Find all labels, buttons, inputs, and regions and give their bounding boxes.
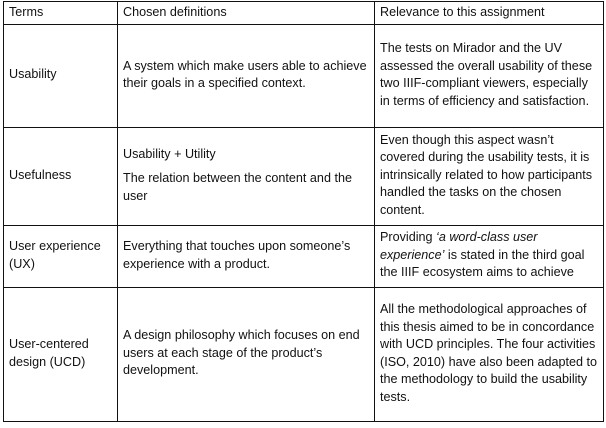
relevance-cell: Even though this aspect wasn’t covered during the usability tests, it is intrinsically related to how participants handled the tasks on the chosen content. xyxy=(375,127,604,225)
relevance-quote: ‘a word-class user experience’ xyxy=(380,230,538,262)
header-relevance: Relevance to this assignment xyxy=(375,2,604,25)
relevance-cell xyxy=(375,225,604,287)
relevance-cell: The tests on Mirador and the UV assessed the overall usability of these two IIIF-compliant viewers, especially in terms of efficiency and satisfaction. xyxy=(375,24,604,127)
table-row xyxy=(4,127,604,225)
header-definitions: Chosen definitions xyxy=(118,2,375,25)
table-row xyxy=(4,225,604,287)
term-cell: User-centered design (UCD) xyxy=(4,287,118,421)
definition-text: The relation between the content and the user xyxy=(123,171,352,203)
definition-cell xyxy=(118,287,375,421)
definition-text: Everything that touches upon someone’s experience with a product. xyxy=(123,239,351,271)
table-row xyxy=(4,24,604,127)
relevance-cell: All the methodological approaches of this thesis aimed to be in concordance with UCD principles. The four activities (ISO, 2010) have also been adapted to the methodology to build the usability tests. xyxy=(375,287,604,421)
definition-cell xyxy=(118,127,375,225)
term-cell: User experience (UX) xyxy=(4,225,118,287)
table-header-row xyxy=(4,2,604,25)
definition-text: Usability + Utility xyxy=(123,146,216,161)
definition-text: A system which make users able to achieve their goals in a specified context. xyxy=(123,58,367,90)
table-row xyxy=(4,287,604,421)
header-terms: Terms xyxy=(4,2,118,25)
relevance-text-before: Providing xyxy=(380,230,437,245)
term-cell: Usability xyxy=(4,24,118,127)
definition-text: A design philosophy which focuses on end users at each stage of the product’s development. xyxy=(123,328,360,378)
term-cell: Usefulness xyxy=(4,127,118,225)
definition-cell xyxy=(118,225,375,287)
relevance-text-after: is stated in the third goal the IIIF ecosystem aims to achieve xyxy=(380,247,585,280)
definitions-table xyxy=(3,1,604,422)
definition-cell xyxy=(118,24,375,127)
